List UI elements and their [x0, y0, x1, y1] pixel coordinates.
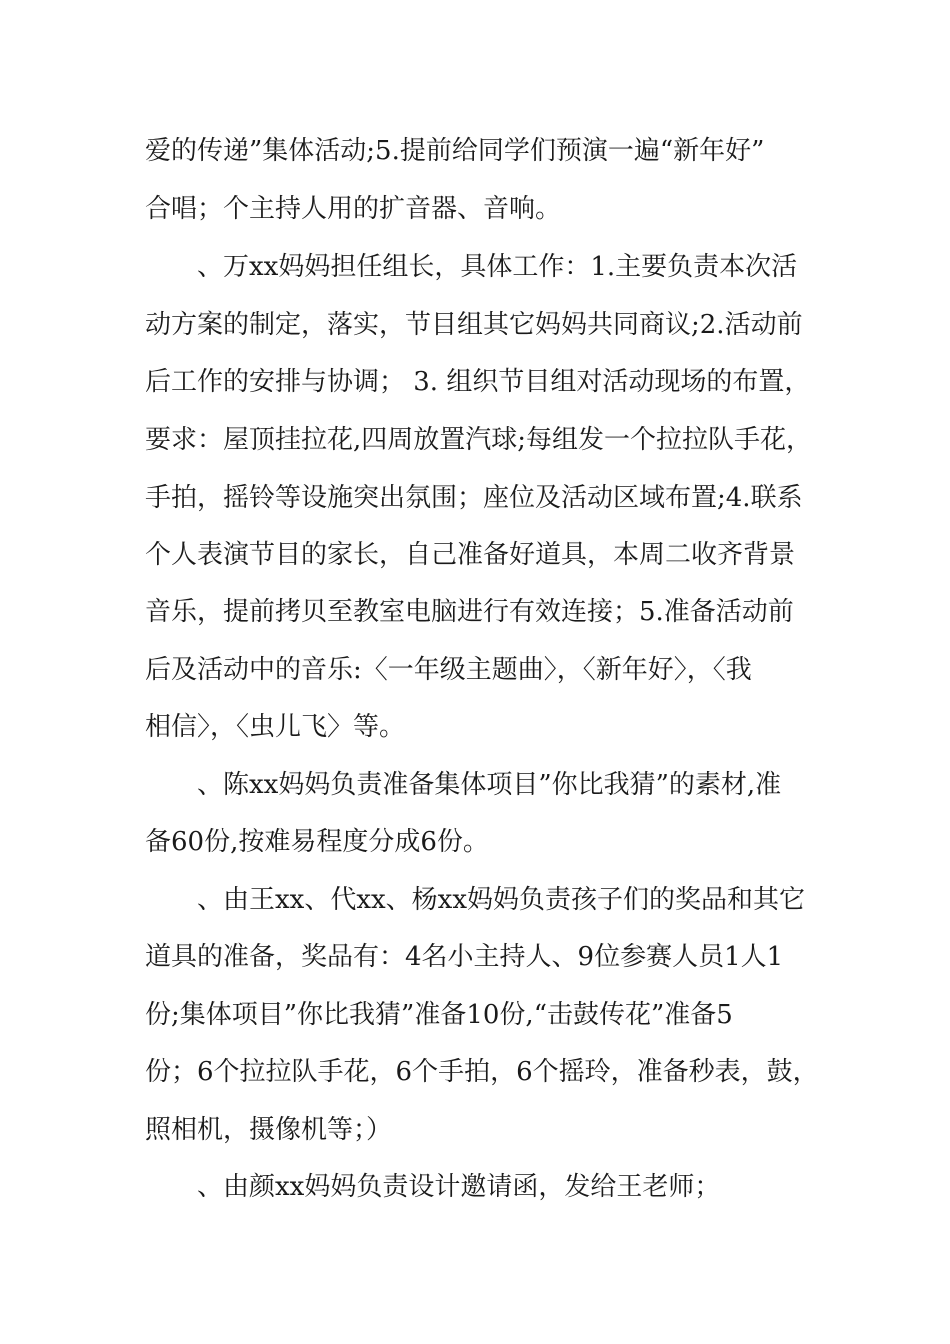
paragraph-line: 道具的准备，奖品有：4名小主持人、9位参赛人员1人1 — [145, 942, 784, 972]
paragraph-line: 份;集体项目”你比我猜”准备10份,“击鼓传花”准备5 — [145, 1000, 733, 1030]
paragraph-line: 、由颜xx妈妈负责设计邀请函，发给王老师； — [197, 1172, 721, 1202]
paragraph-line: 、陈xx妈妈负责准备集体项目”你比我猜”的素材,准 — [197, 770, 782, 800]
paragraph-line: 动方案的制定，落实，节目组其它妈妈共同商议;2.活动前 — [145, 310, 803, 340]
paragraph-line: 合唱；个主持人用的扩音器、音响。 — [145, 194, 562, 224]
paragraph-line: 后工作的安排与协调； 3. 组织节目组对活动现场的布置， — [145, 367, 811, 397]
paragraph-line: 备60份,按难易程度分成6份。 — [145, 827, 489, 857]
paragraph-line: 个人表演节目的家长，自己准备好道具，本周二收齐背景 — [145, 540, 796, 570]
paragraph-line: 、万xx妈妈担任组长，具体工作：1.主要负责本次活 — [197, 252, 798, 282]
paragraph-line: 手拍，摇铃等设施突出氛围；座位及活动区域布置;4.联系 — [145, 483, 803, 513]
paragraph-line: 要求：屋顶挂拉花,四周放置汽球;每组发一个拉拉队手花， — [145, 425, 813, 455]
paragraph-line: 、由王xx、代xx、杨xx妈妈负责孩子们的奖品和其它 — [197, 885, 805, 915]
paragraph-line: 份；6个拉拉队手花，6个手拍，6个摇玲，准备秒表，鼓， — [145, 1057, 819, 1087]
paragraph-line: 音乐，提前拷贝至教室电脑进行有效连接；5.准备活动前 — [145, 597, 794, 627]
paragraph-line: 相信〉，〈虫儿飞〉等。 — [145, 712, 406, 742]
paragraph-line: 照相机，摄像机等；） — [145, 1115, 393, 1145]
paragraph-line: 爱的传递”集体活动;5.提前给同学们预演一遍“新年好” — [145, 136, 765, 166]
paragraph-line: 后及活动中的音乐:〈一年级主题曲〉，〈新年好〉，〈我 — [145, 655, 752, 685]
